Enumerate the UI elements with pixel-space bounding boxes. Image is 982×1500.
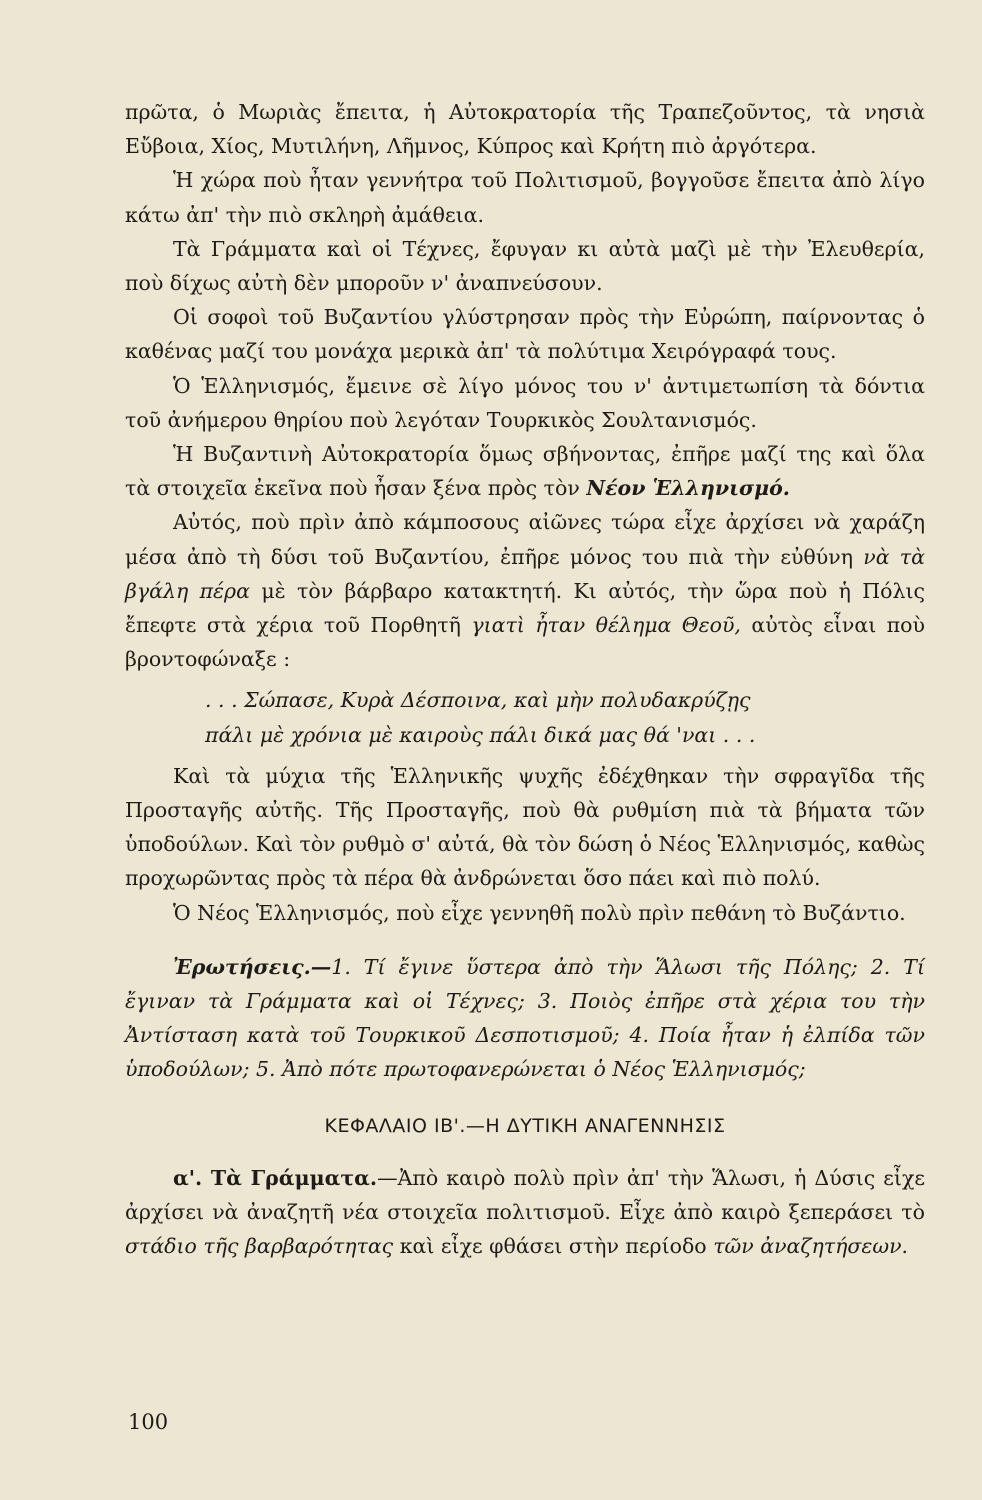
questions: Ἐρωτήσεις.—1. Τί ἔγινε ὕστερα ἀπὸ τὴν Ἅλωσι τῆς Πόλης; 2. Τί ἔγιναν τὰ Γράμματα καὶ οἱ Τέχνες; 3. Ποιὸς ἐπῆρε στὰ χέρια του τὴν Ἀντίσταση κατὰ τοῦ Τουρκικοῦ Δεσποτισμοῦ; 4. Ποία ἦταν ἡ ἐλπίδα τῶν ὑποδούλων; 5. Ἀπὸ πότε πρωτοφανερώνεται ὁ Νέος Ἑλληνισμός; — [125, 954, 925, 1082]
chapter-title: ΚΕΦΑΛΑΙΟ ΙΒ'.—Η ΔΥΤΙΚΗ ΑΝΑΓΕΝΝΗΣΙΣ — [324, 1114, 726, 1137]
section-paragraph: α'. Τὰ Γράμματα.—Ἀπὸ καιρὸ πολὺ πρὶν ἀπ' τὴν Ἅλωσι, ἡ Δύσις εἶχε ἀρχίσει νὰ ἀναζητῆ νέα στοιχεῖα πολιτισμοῦ. Εἶχε ἀπὸ καιρὸ ξεπεράσει τὸ στάδιο τῆς βαρβαρότητας καὶ εἶχε φθάσει στὴν περίοδο τῶν ἀναζητήσεων. — [125, 1165, 925, 1259]
poem-quote: . . . Σώπασε, Κυρὰ Δέσποινα, καὶ μὴν πολυδακρύζῃς πάλι μὲ χρόνια μὲ καιροὺς πάλι δικά μας θά 'ναι . . . — [205, 688, 756, 747]
questions-label: Ἐρωτήσεις.— — [173, 954, 332, 979]
paragraph: Αὐτός, ποὺ πρὶν ἀπὸ κάμποσους αἰῶνες τώρα εἶχε ἀρχίσει νὰ χαράζη μέσα ἀπὸ τὴ δύσι τοῦ Βυζαντίου, ἐπῆρε μόνος του πιὰ τὴν εὐθύνη νὰ τὰ βγάλη πέρα μὲ τὸν βάρβαρο κατακτητή. Κι αὐτός, τὴν ὥρα ποὺ ἡ Πόλις ἔπεφτε στὰ χέρια τοῦ Πορθητῆ γιατὶ ἦταν θέλημα Θεοῦ, αὐτὸς εἶναι ποὺ βροντοφώναξε : — [125, 510, 925, 672]
paragraph: πρῶτα, ὁ Μωριὰς ἔπειτα, ἡ Αὐτοκρατορία τῆς Τραπεζοῦντος, τὰ νησιὰ Εὔβοια, Χίος, Μυτιλήνη, Λῆμνος, Κύπρος καὶ Κρήτη πιὸ ἀργότερα. — [125, 100, 925, 159]
paragraph: Ἡ Βυζαντινὴ Αὐτοκρατορία ὅμως σβήνοντας, ἐπῆρε μαζί της καὶ ὅλα τὰ στοιχεῖα ἐκεῖνα ποὺ ἦσαν ξένα πρὸς τὸν Νέον Ἑλληνισμό. — [125, 442, 925, 501]
paragraph: Καὶ τὰ μύχια τῆς Ἑλληνικῆς ψυχῆς ἐδέχθηκαν τὴν σφραγῖδα τῆς Προσταγῆς αὐτῆς. Τῆς Προσταγῆς, ποὺ θὰ ρυθμίση πιὰ τὰ βήματα τῶν ὑποδούλων. Καὶ τὸν ρυθμὸ σ' αὐτά, θὰ τὸν δώση ὁ Νέος Ἑλληνισμός, καθὼς προχωρῶντας πρὸς τὰ πέρα θὰ ἀνδρώνεται ὅσο πάει καὶ πιὸ πολύ. — [125, 763, 925, 891]
emphasis: νὰ τὰ βγάλη πέρα — [125, 544, 925, 603]
page-number: 100 — [128, 1410, 169, 1434]
emphasis: στάδιο τῆς βαρβαρότητας — [125, 1234, 394, 1259]
emphasis: τῶν ἀναζητήσεων. — [713, 1234, 909, 1259]
paragraph: Ὁ Ἑλληνισμός, ἔμεινε σὲ λίγο μόνος του ν' ἀντιμετωπίση τὰ δόντια τοῦ ἀνήμερου θηρίου ποὺ λεγόταν Τουρκικὸς Σουλτανισμός. — [125, 373, 925, 432]
section-label: α'. Τὰ Γράμματα. — [173, 1165, 378, 1190]
body-text — [125, 95, 925, 1264]
emphasis: γιατὶ ἦταν θέλημα Θεοῦ, — [471, 613, 741, 638]
emphasis: Νέον Ἑλληνισμό. — [586, 476, 790, 501]
paragraph: Οἱ σοφοὶ τοῦ Βυζαντίου γλύστρησαν πρὸς τὴν Εὐρώπη, παίρνοντας ὁ καθένας μαζί του μονάχα μερικὰ ἀπ' τὰ πολύτιμα Χειρόγραφά τους. — [125, 305, 925, 364]
paragraph: Ἡ χώρα ποὺ ἦταν γεννήτρα τοῦ Πολιτισμοῦ, βογγοῦσε ἔπειτα ἀπὸ λίγο κάτω ἀπ' τὴν πιὸ σκληρὴ ἀμάθεια. — [125, 168, 925, 227]
paragraph: Ὁ Νέος Ἑλληνισμός, ποὺ εἶχε γεννηθῆ πολὺ πρὶν πεθάνη τὸ Βυζάντιο. — [173, 900, 906, 925]
paragraph: Τὰ Γράμματα καὶ οἱ Τέχνες, ἔφυγαν κι αὐτὰ μαζὶ μὲ τὴν Ἐλευθερία, ποὺ δίχως αὐτὴ δὲν μποροῦν ν' ἀναπνεύσουν. — [125, 236, 925, 296]
